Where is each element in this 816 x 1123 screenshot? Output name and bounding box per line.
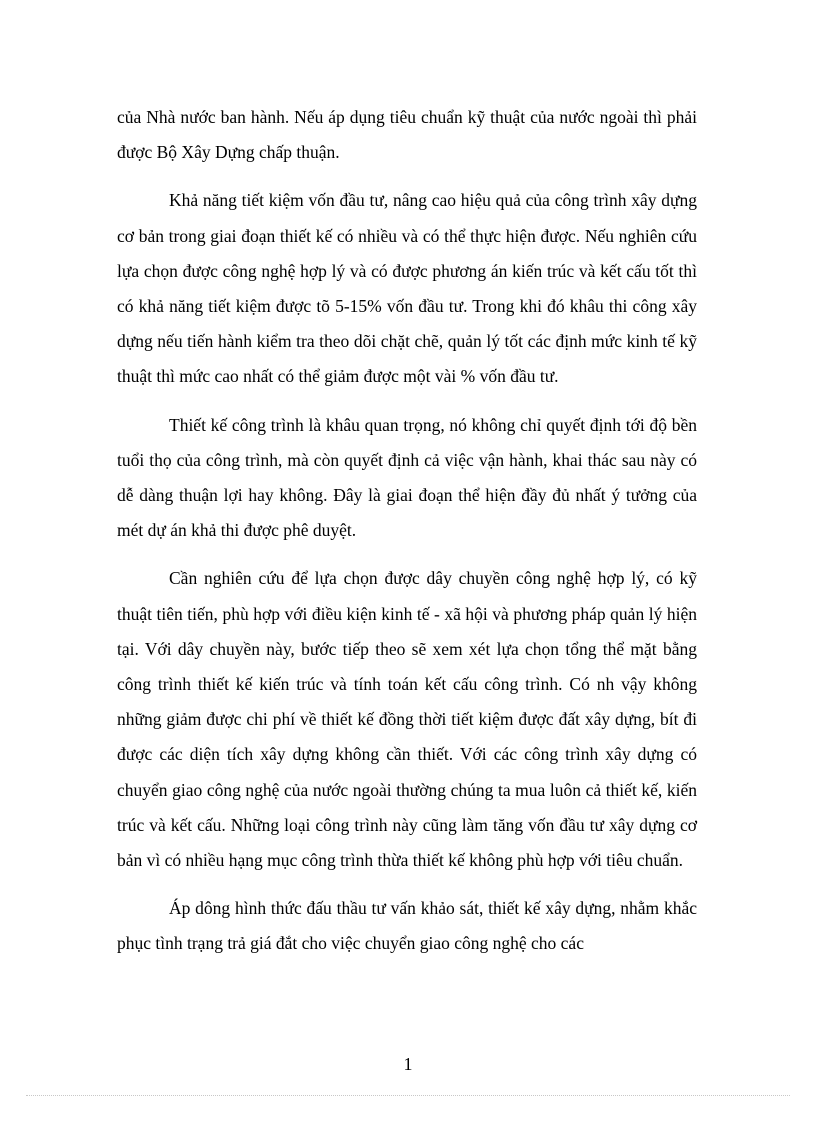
paragraph-design-importance: Thiết kế công trình là khâu quan trọng, nó không chỉ quyết định tới độ bền tuổi thọ của công trình, mà còn quyết định cả việc vận hành, khai thác sau này có dễ dàng thuận lợi hay không. Đây là giai đoạn thể hiện đầy đủ nhất ý tưởng của mét dự án khả thi được phê duyệt. [117, 414, 697, 541]
paragraph-continuation: của Nhà nước ban hành. Nếu áp dụng tiêu chuẩn kỹ thuật của nước ngoài thì phải được Bộ Xây Dựng chấp thuận. [117, 107, 697, 163]
body-text [117, 100, 697, 975]
paragraph-technology-selection: Cần nghiên cứu để lựa chọn được dây chuyền công nghệ hợp lý, có kỹ thuật tiên tiến, phù hợp với điều kiện kinh tế - xã hội và phương pháp quản lý hiện tại. Với dây chuyền này, bước tiếp theo sẽ xem xét lựa chọn tổng thể mặt bằng công trình thiết kế kiến trúc và tính toán kết cấu công trình. Có nh vậy không những giảm được chi phí về thiết kế đồng thời tiết kiệm được đất xây dựng, bít đi được các diện tích xây dựng không cần thiết. Với các công trình xây dựng có chuyển giao công nghệ của nước ngoài thường chúng ta mua luôn cả thiết kế, kiến trúc và kết cấu. Những loại công trình này cũng làm tăng vốn đầu tư xây dựng cơ bản vì có nhiều hạng mục công trình thừa thiết kế không phù hợp với tiêu chuẩn. [117, 568, 697, 871]
paragraph-cost-saving: Khả năng tiết kiệm vốn đầu tư, nâng cao hiệu quả của công trình xây dựng cơ bản trong giai đoạn thiết kế có nhiều và có thể thực hiện được. Nếu nghiên cứu lựa chọn được công nghệ hợp lý và có được phương án kiến trúc và kết cấu tốt thì có khả năng tiết kiệm được tõ 5-15% vốn đầu tư. Trong khi đó khâu thi công xây dựng nếu tiến hành kiểm tra theo dõi chặt chẽ, quản lý tốt các định mức kinh tế kỹ thuật thì mức cao nhất có thể giảm được một vài % vốn đầu tư. [117, 190, 697, 387]
paragraph-bidding: Áp dông hình thức đấu thầu tư vấn khảo sát, thiết kế xây dựng, nhằm khắc phục tình trạng trả giá đắt cho việc chuyển giao công nghệ cho các [117, 898, 697, 954]
footer-divider [26, 1095, 790, 1096]
page-number: 1 [403, 1054, 413, 1074]
